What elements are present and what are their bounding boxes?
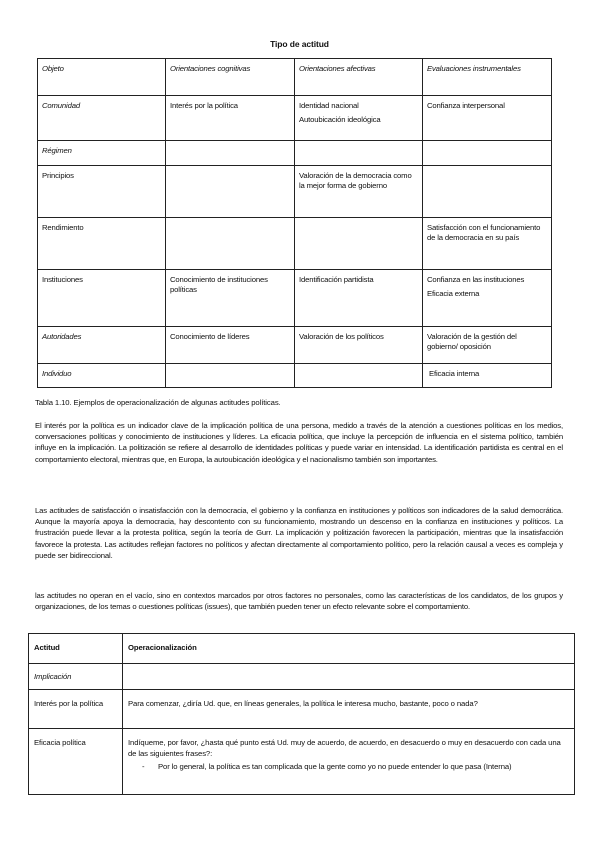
table-row bbox=[29, 690, 575, 729]
bullet-text: Por lo general, la política es tan complicada que la gente como yo no puede entender lo que pasa (Interna) bbox=[158, 762, 512, 771]
instrumental-cell bbox=[423, 141, 552, 166]
header-cell: Orientaciones cognitivas bbox=[166, 59, 295, 96]
instrumental-line: Eficacia externa bbox=[427, 289, 480, 299]
instrumental-cell bbox=[423, 166, 552, 218]
cognitive-cell bbox=[166, 364, 295, 388]
affective-cell bbox=[295, 96, 423, 141]
table-header-row bbox=[38, 59, 552, 96]
header-cell: Objeto bbox=[38, 59, 166, 96]
table-row bbox=[38, 218, 552, 270]
cognitive-cell: Conocimiento de líderes bbox=[166, 327, 295, 364]
header-cell: Operacionalización bbox=[123, 634, 575, 664]
paragraph: El interés por la política es un indicador clave de la implicación política de una persona, medido a través de la atención a cuestiones políticas en los medios, conversaciones políticas y conocimiento de instituciones y líderes. La eficacia política, que incluye la percepción de influencia en el sistema político, también influye en la implicación. La politización se refiere al desarrollo de identidades políticas y puede variar en intensidad. La identificación partidista es central en el comportamiento electoral, mientras que, en Europa, la autoubicación ideológica y el nacionalismo también son importantes. bbox=[35, 421, 563, 464]
table-row bbox=[29, 664, 575, 690]
row-label: Comunidad bbox=[38, 96, 166, 141]
row-label: Interés por la política bbox=[29, 690, 123, 729]
cognitive-cell: Interés por la política bbox=[166, 96, 295, 141]
affective-cell bbox=[295, 218, 423, 270]
table-row bbox=[38, 96, 552, 141]
attitude-types-table bbox=[37, 58, 552, 388]
cognitive-cell bbox=[166, 166, 295, 218]
row-label: Autoridades bbox=[38, 327, 166, 364]
dash-bullet-icon: - bbox=[142, 762, 145, 771]
instrumental-cell bbox=[423, 270, 552, 327]
operationalization-cell: Para comenzar, ¿diría Ud. que, en líneas generales, la política le interesa mucho, bastante, poco o nada? bbox=[123, 690, 575, 729]
operationalization-cell bbox=[123, 664, 575, 690]
header-cell: Evaluaciones instrumentales bbox=[423, 59, 552, 96]
table-row bbox=[38, 364, 552, 388]
cognitive-cell bbox=[166, 141, 295, 166]
table-title: Tipo de actitud bbox=[270, 39, 329, 49]
affective-cell bbox=[295, 141, 423, 166]
question-text: Indíqueme, por favor, ¿hasta qué punto está Ud. muy de acuerdo, de acuerdo, en desacuerdo o muy en desacuerdo con cada una de las siguientes frases?: bbox=[128, 738, 561, 758]
row-label: Instituciones bbox=[38, 270, 166, 327]
bullet-item bbox=[128, 761, 569, 772]
cognitive-cell bbox=[166, 218, 295, 270]
header-cell: Actitud bbox=[29, 634, 123, 664]
row-label: Implicación bbox=[29, 664, 123, 690]
table-header-row bbox=[29, 634, 575, 664]
row-label: Individuo bbox=[38, 364, 166, 388]
instrumental-cell: Valoración de la gestión del gobierno/ oposición bbox=[423, 327, 552, 364]
header-cell: Orientaciones afectivas bbox=[295, 59, 423, 96]
paragraph: las actitudes no operan en el vacío, sino en contextos marcados por otros factores no personales, como las características de los candidatos, de los grupos y organizaciones, de los temas o cuestiones políticas (issues), que también pueden tener un efecto relevante sobre el comportamiento. bbox=[35, 591, 563, 612]
table-row bbox=[38, 166, 552, 218]
affective-cell: Valoración de los políticos bbox=[295, 327, 423, 364]
instrumental-cell: Satisfacción con el funcionamiento de la democracia en su país bbox=[423, 218, 552, 270]
instrumental-line: Confianza en las instituciones bbox=[427, 275, 525, 284]
affective-cell: Valoración de la democracia como la mejor forma de gobierno bbox=[295, 166, 423, 218]
instrumental-cell: Eficacia interna bbox=[423, 364, 552, 388]
operationalization-cell bbox=[123, 729, 575, 795]
table-row bbox=[38, 270, 552, 327]
affective-cell bbox=[295, 364, 423, 388]
row-label: Eficacia política bbox=[29, 729, 123, 795]
row-label: Principios bbox=[38, 166, 166, 218]
table-row bbox=[38, 141, 552, 166]
row-label: Régimen bbox=[38, 141, 166, 166]
row-label: Rendimiento bbox=[38, 218, 166, 270]
table-row bbox=[29, 729, 575, 795]
affective-line: Identidad nacional bbox=[299, 101, 359, 110]
affective-cell: Identificación partidista bbox=[295, 270, 423, 327]
cognitive-cell: Conocimiento de instituciones políticas bbox=[166, 270, 295, 327]
paragraph: Las actitudes de satisfacción o insatisfacción con la democracia, el gobierno y la confianza en instituciones y políticos son indicadores de la salud democrática. Aunque la mayoría apoya la democracia, hay descontento con su funcionamiento, mostrando un descenso en la confianza en instituciones y políticos. La frustración puede llevar a la protesta política, según la teoría de Gurr. La implicación y politización favorecen la participación, mientras que la insatisfacción favorece la protesta. Las actitudes reflejan factores no políticos y afectan directamente al comportamiento político, pero la relación causal a veces es compleja y puede ser bidireccional. bbox=[35, 506, 563, 560]
operationalization-table bbox=[28, 633, 575, 795]
instrumental-cell: Confianza interpersonal bbox=[423, 96, 552, 141]
table-caption: Tabla 1.10. Ejemplos de operacionalización de algunas actitudes políticas. bbox=[35, 398, 281, 407]
table-row bbox=[38, 327, 552, 364]
affective-line: Autoubicación ideológica bbox=[299, 115, 381, 125]
